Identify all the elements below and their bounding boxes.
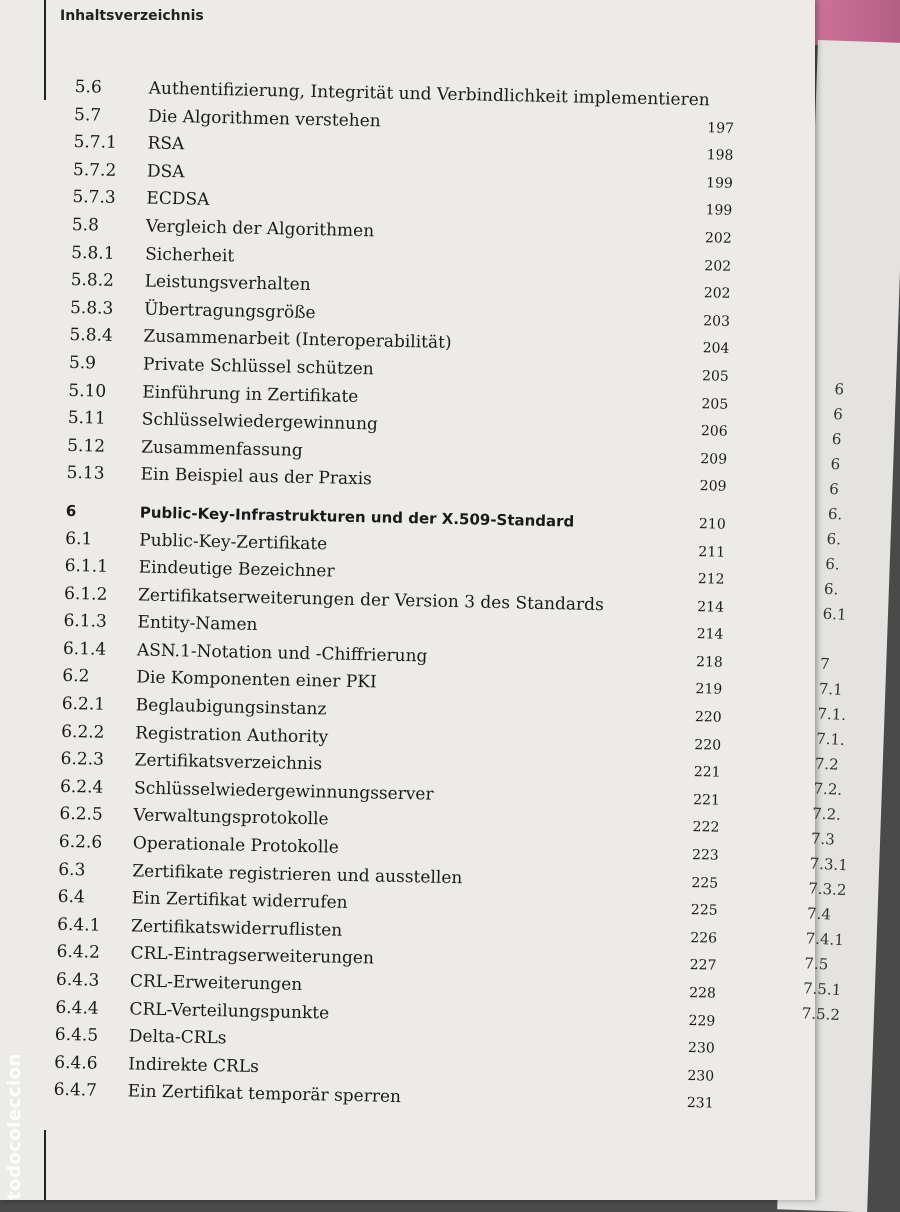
- right-page-fragment: 6: [831, 429, 842, 449]
- right-page-fragment: 6: [830, 454, 841, 474]
- toc-page-number: 226: [690, 929, 718, 947]
- toc-title: DSA: [146, 161, 185, 183]
- toc-page-number: 204: [702, 340, 730, 358]
- toc-page-number: 202: [704, 230, 732, 247]
- toc-title: Ein Beispiel aus der Praxis: [140, 464, 373, 490]
- toc-title: Operationale Protokolle: [132, 833, 340, 858]
- right-page-fragment: 7.3: [810, 829, 836, 849]
- toc-title: CRL-Verteilungspunkte: [129, 998, 330, 1024]
- toc-number: 5.7.1: [73, 132, 118, 154]
- running-head: Inhaltsverzeichnis: [60, 8, 204, 24]
- toc-number: 6.2: [62, 666, 90, 687]
- toc-title: ECDSA: [146, 188, 210, 211]
- toc-number: 6.2.2: [61, 721, 105, 743]
- toc-title: Public-Key-Zertifikate: [139, 529, 328, 554]
- toc-title: CRL-Eintragserweiterungen: [130, 943, 375, 969]
- toc-title: Authentifizierung, Integrität und Verbindlichkeit implementieren: [148, 78, 710, 111]
- toc-page-number: 220: [694, 736, 722, 754]
- toc-page-number: 227: [689, 957, 717, 975]
- toc-title: Eindeutige Bezeichner: [138, 557, 335, 582]
- toc-page-number: 214: [696, 626, 724, 643]
- toc-page-number: 228: [688, 985, 717, 1002]
- right-page-fragment: 7.2.: [813, 779, 843, 799]
- toc-title: Beglaubigungsinstanz: [135, 695, 327, 720]
- toc-title: Die Komponenten einer PKI: [136, 667, 377, 693]
- toc-page-number: 225: [690, 902, 718, 919]
- table-of-contents: [53, 74, 754, 1119]
- toc-title: Einführung in Zertifikate: [142, 382, 359, 407]
- toc-number: 5.7.3: [72, 187, 116, 209]
- toc-number: 6.2.6: [58, 831, 103, 853]
- toc-title: ASN.1-Notation und -Chiffrierung: [136, 640, 428, 667]
- toc-title: Entity-Namen: [137, 612, 258, 636]
- toc-number: 6.4.2: [56, 942, 101, 964]
- toc-title: Verwaltungsprotokolle: [133, 805, 329, 830]
- right-page-fragment: 6: [832, 404, 844, 424]
- right-page-fragment: 6.: [826, 529, 842, 549]
- toc-page-number: 203: [703, 312, 731, 330]
- toc-number: 5.6: [74, 76, 102, 98]
- right-page-fragment: [821, 630, 887, 658]
- toc-number: 6.2.1: [61, 693, 106, 715]
- toc-page-number: 202: [703, 285, 731, 302]
- toc-title: Zertifikatswiderruflisten: [130, 916, 343, 941]
- right-page-fragment: 6.: [827, 504, 843, 524]
- toc-number: 6.4.1: [56, 914, 101, 936]
- toc-number: 6.1.4: [62, 638, 107, 660]
- right-page-fragment: 7.3.1: [809, 854, 849, 875]
- toc-page-number: 229: [688, 1012, 716, 1030]
- toc-title: Übertragungsgröße: [143, 299, 316, 323]
- toc-title: Leistungsverhalten: [144, 271, 311, 296]
- right-page-fragment: 7.5.2: [801, 1004, 841, 1025]
- toc-page-number: 220: [694, 709, 722, 726]
- toc-page-number: 199: [705, 175, 734, 192]
- toc-number: 5.13: [66, 463, 105, 485]
- toc-number: 6.4.6: [54, 1052, 98, 1074]
- toc-title: Vergleich der Algorithmen: [145, 216, 375, 242]
- toc-page-number: 222: [692, 819, 720, 837]
- toc-page-number: 214: [697, 598, 725, 616]
- toc-title: Ein Zertifikat widerrufen: [131, 888, 348, 914]
- toc-page-number: 218: [695, 654, 723, 671]
- toc-number: 5.12: [67, 435, 106, 457]
- toc-title: Zertifikate registrieren und ausstellen: [132, 861, 463, 888]
- toc-page-number: 219: [695, 681, 723, 699]
- toc-number: 5.8.3: [69, 297, 114, 319]
- toc-number: 5.8.1: [71, 242, 115, 264]
- toc-number: 6.1: [65, 528, 93, 549]
- toc-number: 5.10: [68, 380, 107, 402]
- margin-rule-bottom: [44, 1130, 46, 1200]
- toc-number: 5.8: [71, 214, 100, 236]
- toc-page-number: 223: [691, 847, 719, 864]
- toc-number: 5.8.4: [69, 325, 113, 347]
- toc-page-number: 205: [701, 395, 729, 413]
- right-page-fragment: 7.2: [814, 754, 840, 774]
- right-page-fragment: 7.5: [803, 954, 829, 974]
- toc-number: 6.4: [57, 887, 86, 908]
- toc-title: Schlüsselwiedergewinnungsserver: [133, 778, 434, 805]
- right-page-fragment: 7.4: [806, 904, 832, 924]
- toc-page-number: 230: [687, 1040, 715, 1057]
- watermark: todocoleccion: [4, 1053, 25, 1200]
- toc-page-number: 230: [687, 1067, 715, 1085]
- toc-number: 6.2.4: [59, 776, 104, 798]
- toc-number: 6.2.3: [60, 749, 105, 771]
- toc-title: Zusammenfassung: [140, 437, 303, 461]
- toc-page-number: 212: [697, 571, 725, 588]
- toc-number: 6.1.3: [63, 611, 108, 633]
- toc-page-number: 209: [699, 478, 727, 496]
- toc-page-number: 205: [701, 368, 729, 385]
- right-page-fragment: 7.1.: [817, 704, 847, 725]
- toc-number: 6.2.5: [59, 804, 103, 826]
- toc-title: Schlüsselwiedergewinnung: [141, 409, 379, 435]
- toc-number: 6.4.3: [55, 969, 100, 991]
- toc-number: 6.4.4: [55, 997, 99, 1019]
- right-page-fragment: 6.: [824, 554, 841, 574]
- toc-title: Zusammenarbeit (Interoperabilität): [143, 326, 452, 354]
- toc-number: 6: [65, 501, 77, 521]
- toc-number: 5.11: [67, 408, 106, 429]
- right-page-fragment: 7.5.1: [802, 979, 842, 1000]
- toc-title: Indirekte CRLs: [128, 1054, 260, 1077]
- toc-page-number: 221: [693, 791, 721, 809]
- toc-title: Zertifikatserweiterungen der Version 3 des Standards: [137, 585, 604, 615]
- right-page-fragment: 7.2.: [811, 804, 842, 824]
- toc-number: 6.1.2: [63, 583, 108, 605]
- right-page-fragment: 7.3.2: [807, 879, 847, 900]
- toc-page-number: 210: [698, 516, 726, 533]
- right-page-fragment: 6: [828, 479, 840, 499]
- right-page-fragment: 7.1.: [815, 729, 846, 749]
- toc-number: 6.4.7: [53, 1080, 98, 1102]
- toc-title: Zertifikatsverzeichnis: [134, 750, 323, 775]
- toc-page-number: 202: [704, 257, 732, 275]
- toc-page-number: 209: [700, 450, 728, 468]
- right-page-fragment: 7.1: [818, 679, 844, 699]
- toc-title: RSA: [147, 133, 185, 155]
- toc-title: Private Schlüssel schützen: [142, 354, 374, 380]
- toc-page-number: 225: [691, 874, 719, 892]
- right-page-fragment: 6.: [823, 579, 839, 599]
- toc-number: 5.7: [73, 104, 102, 126]
- margin-rule: [44, 0, 46, 100]
- toc-number: 5.9: [68, 352, 97, 374]
- toc-number: 6.3: [58, 859, 86, 881]
- toc-page-number: 206: [700, 423, 728, 440]
- right-page-fragment: 7.4.1: [805, 929, 845, 950]
- toc-title: Die Algorithmen verstehen: [147, 106, 381, 132]
- toc-number: 5.8.2: [70, 270, 115, 292]
- toc-number: 5.7.2: [72, 159, 117, 181]
- toc-title: Registration Authority: [135, 723, 329, 748]
- right-page-fragment: 6: [834, 380, 845, 399]
- toc-title: Public-Key-Infrastrukturen und der X.509-Standard: [139, 503, 575, 531]
- toc-page-number: 221: [693, 764, 721, 781]
- toc-page-number: 211: [698, 543, 726, 561]
- toc-page-number: 231: [686, 1095, 714, 1112]
- toc-title: Sicherheit: [145, 244, 235, 266]
- toc-title: Ein Zertifikat temporär sperren: [127, 1081, 402, 1108]
- toc-page-number: 198: [706, 147, 734, 164]
- toc-title: Delta-CRLs: [128, 1026, 227, 1049]
- toc-number: 6.4.5: [54, 1024, 99, 1046]
- toc-page-number: 199: [705, 202, 733, 220]
- toc-page-number: 197: [707, 119, 735, 137]
- right-page-fragment: 6.1: [822, 604, 848, 624]
- toc-title: CRL-Erweiterungen: [129, 971, 303, 995]
- toc-number: 6.1.1: [64, 555, 109, 577]
- right-page-fragment: 7: [819, 654, 831, 674]
